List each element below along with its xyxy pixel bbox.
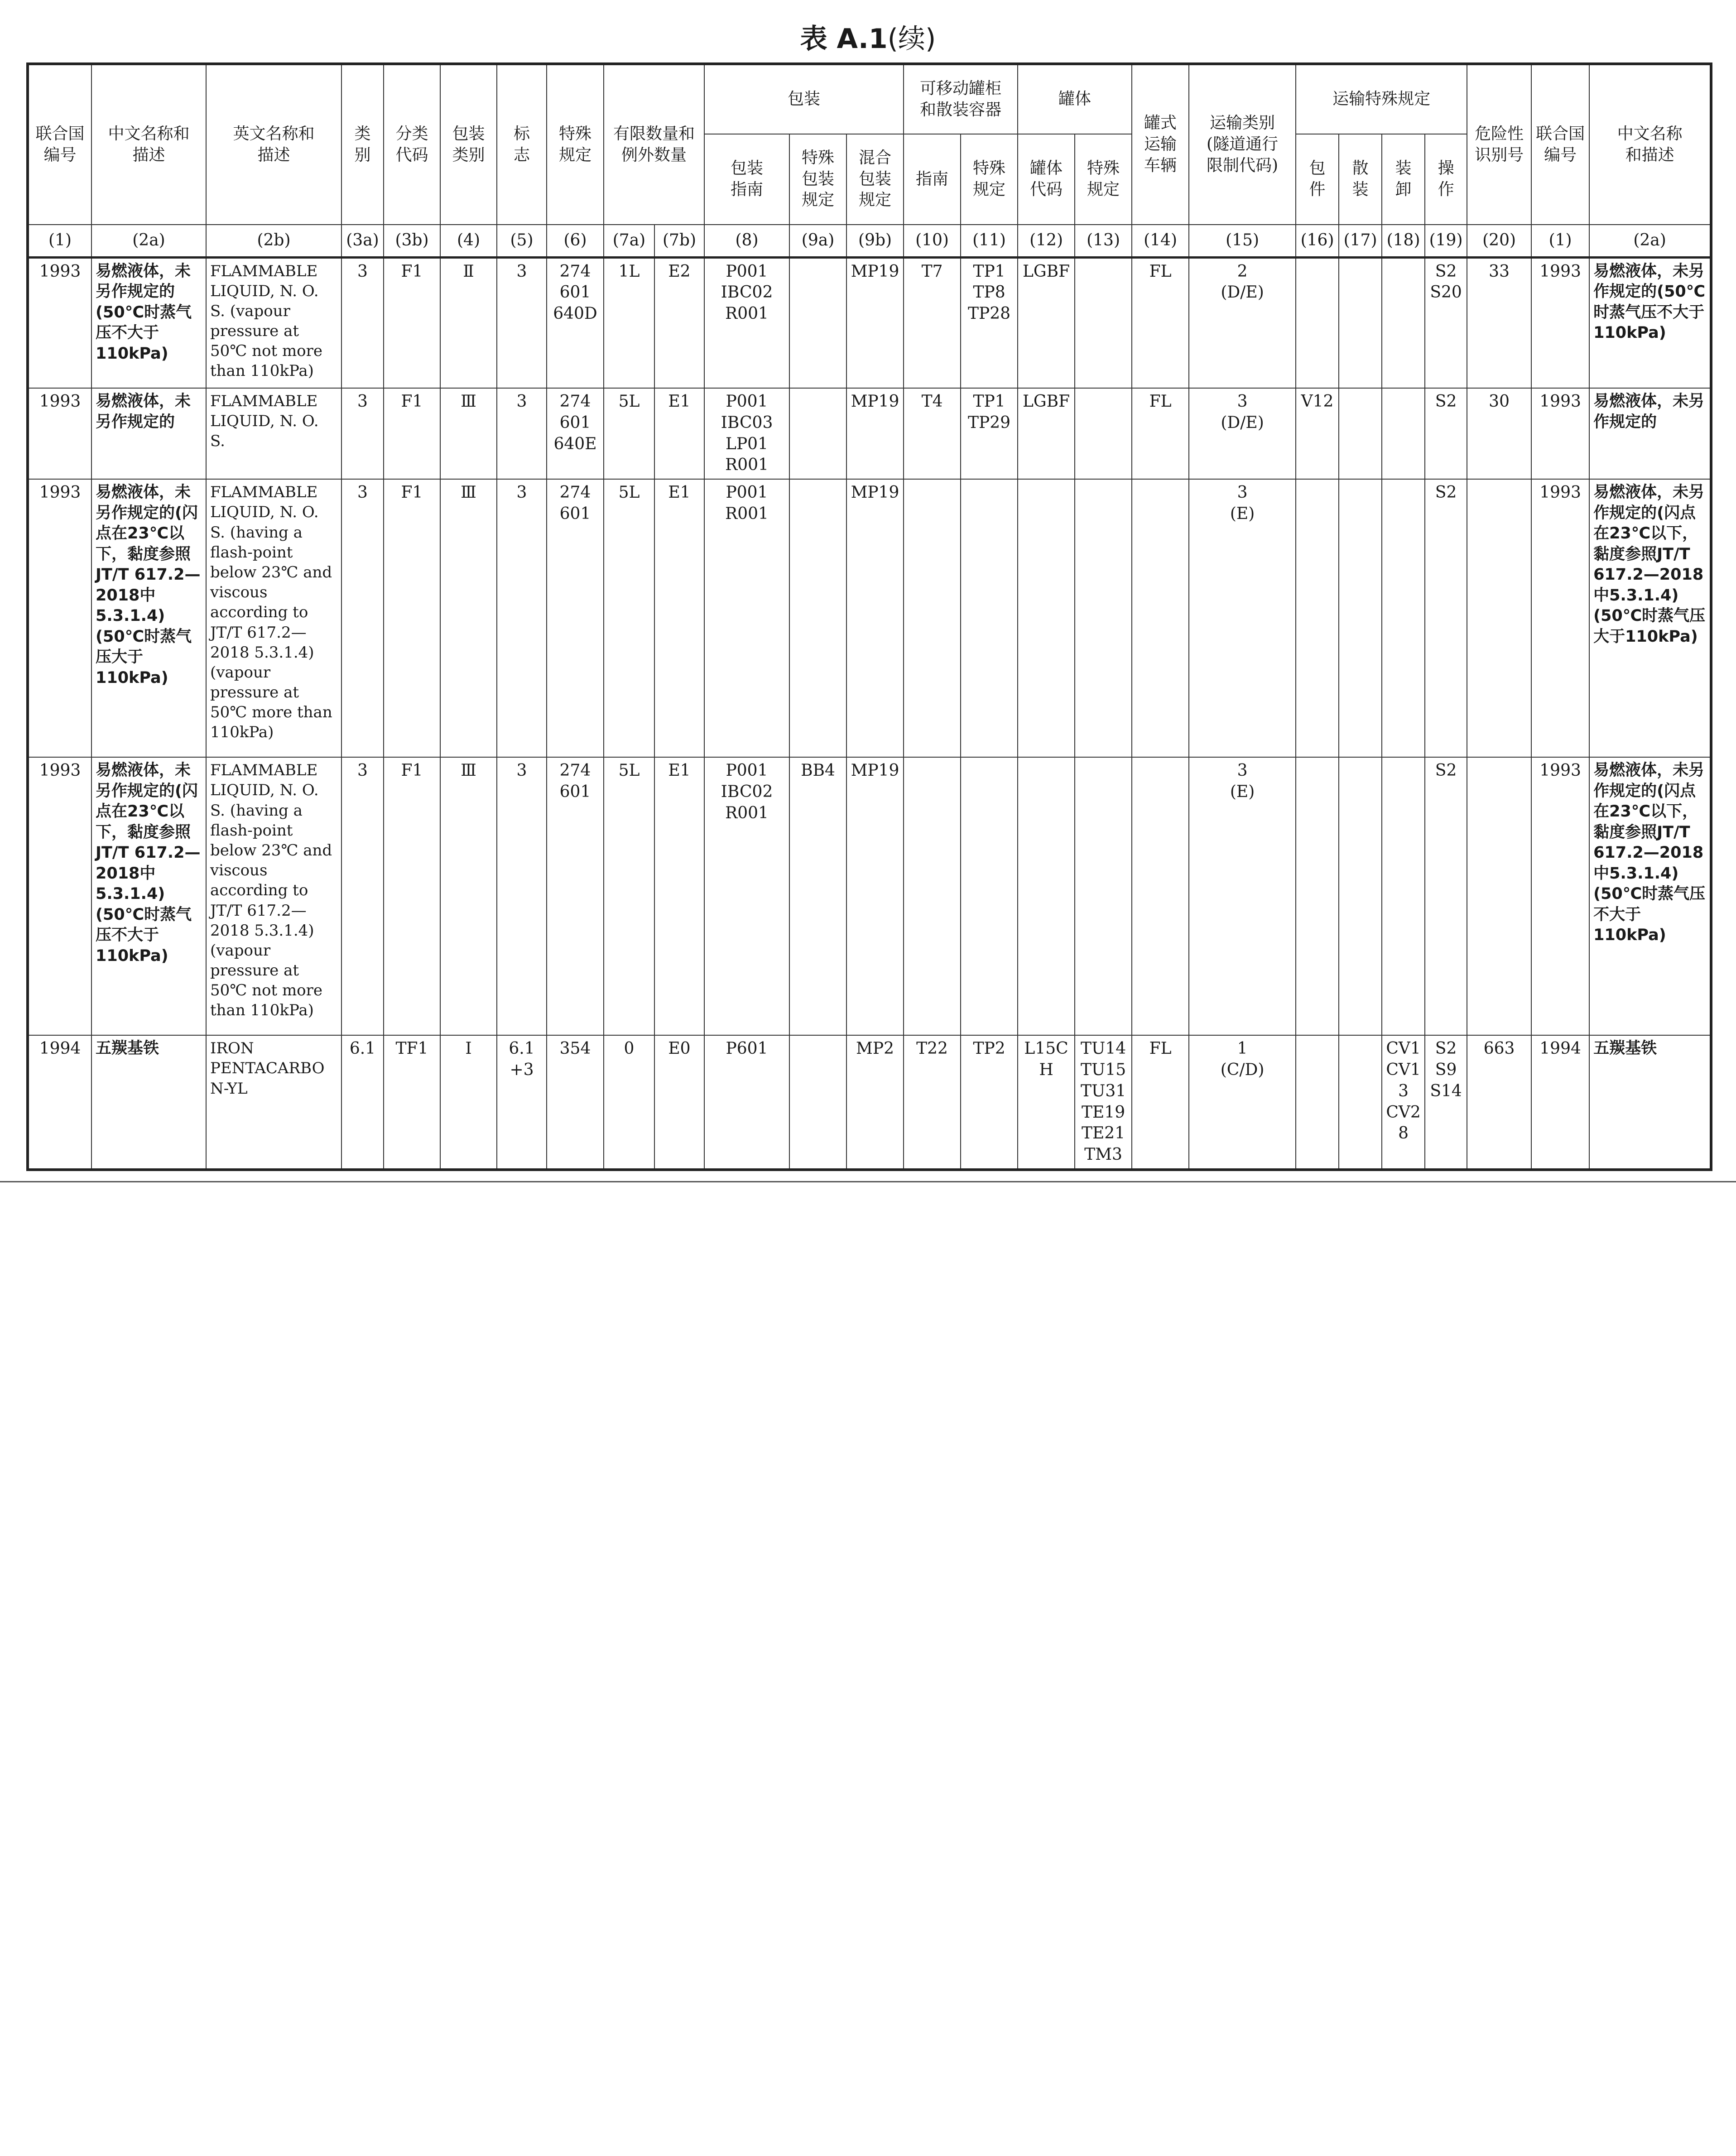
col-num-16: (16) — [1296, 225, 1339, 257]
header-portable-special: 特殊 规定 — [961, 134, 1018, 225]
header-name-en: 英文名称和 描述 — [206, 64, 341, 225]
col-num-13: (13) — [1075, 225, 1132, 257]
col-num-5: (5) — [497, 225, 547, 257]
cell-special-provisions: 274 601 640D — [547, 257, 604, 388]
cell-class: 3 — [341, 388, 384, 479]
cell-pack-mixed: MP19 — [846, 757, 904, 1035]
cell-tank-vehicle: FL — [1132, 388, 1189, 479]
cell-sp-bulk — [1339, 257, 1382, 388]
header-sp-loading: 装 卸 — [1382, 134, 1425, 225]
header-sp-operation: 操 作 — [1425, 134, 1467, 225]
cell-sp-loading — [1382, 479, 1425, 757]
cell-label: 3 — [497, 757, 547, 1035]
cell-tank-vehicle: FL — [1132, 257, 1189, 388]
cell-class: 6.1 — [341, 1035, 384, 1170]
cell-pack-mixed: MP2 — [846, 1035, 904, 1170]
cell-portable-special: TP1 TP29 — [961, 388, 1018, 479]
header-limited-quantities: 有限数量和 例外数量 — [604, 64, 704, 225]
col-num-15: (15) — [1189, 225, 1296, 257]
cell-tank-code — [1018, 757, 1075, 1035]
cell-name-cn: 五羰基铁 — [91, 1035, 206, 1170]
header-packing-group: 包装 类别 — [440, 64, 497, 225]
cell-tank-code: L15CH — [1018, 1035, 1075, 1170]
cell-transport-category: 3 (E) — [1189, 479, 1296, 757]
cell-tank-vehicle — [1132, 757, 1189, 1035]
header-special-provisions: 特殊 规定 — [547, 64, 604, 225]
col-num-7b: (7b) — [654, 225, 704, 257]
cell-excepted-qty: E1 — [654, 757, 704, 1035]
cell-sp-bulk — [1339, 1035, 1382, 1170]
cell-excepted-qty: E0 — [654, 1035, 704, 1170]
cell-name-cn: 易燃液体，未另作规定的(闪点在23℃以下，黏度参照JT/T 617.2—2018中5.3.1.4)(50℃时蒸气压大于110kPa) — [91, 479, 206, 757]
cell-pack-mixed: MP19 — [846, 388, 904, 479]
col-num-9a: (9a) — [789, 225, 846, 257]
cell-sp-operation: S2 S9 S14 — [1425, 1035, 1467, 1170]
col-num-8: (8) — [704, 225, 789, 257]
cell-sp-bulk — [1339, 479, 1382, 757]
cell-tank-special: TU14 TU15 TU31 TE19 TE21 TM3 — [1075, 1035, 1132, 1170]
cell-name-en: IRON PENTACARBON-YL — [206, 1035, 341, 1170]
cell-sp-loading — [1382, 257, 1425, 388]
cell-transport-category: 3 (D/E) — [1189, 388, 1296, 479]
col-num-14: (14) — [1132, 225, 1189, 257]
cell-special-provisions: 354 — [547, 1035, 604, 1170]
cell-special-provisions: 274 601 — [547, 757, 604, 1035]
cell-label: 3 — [497, 257, 547, 388]
col-num-2a-repeat: (2a) — [1589, 225, 1711, 257]
cell-hazard-id: 663 — [1467, 1035, 1531, 1170]
cell-sp-package — [1296, 479, 1339, 757]
cell-special-provisions: 274 601 — [547, 479, 604, 757]
header-tank-special: 特殊 规定 — [1075, 134, 1132, 225]
table-row — [28, 388, 1711, 479]
col-num-9b: (9b) — [846, 225, 904, 257]
cell-limited-qty: 5L — [604, 479, 654, 757]
cell-transport-category: 3 (E) — [1189, 757, 1296, 1035]
header-un-no-repeat: 联合国 编号 — [1531, 64, 1589, 225]
header-tank-code: 罐体 代码 — [1018, 134, 1075, 225]
cell-tank-special — [1075, 757, 1132, 1035]
cell-sp-operation: S2 — [1425, 479, 1467, 757]
cell-name-cn-repeat: 五羰基铁 — [1589, 1035, 1711, 1170]
table-row — [28, 1035, 1711, 1170]
table-body — [28, 257, 1711, 1170]
cell-sp-operation: S2 — [1425, 757, 1467, 1035]
header-transport-category: 运输类别 (隧道通行 限制代码) — [1189, 64, 1296, 225]
cell-portable-special — [961, 757, 1018, 1035]
cell-portable-instruction: T4 — [904, 388, 961, 479]
cell-name-en: FLAMMABLE LIQUID, N. O. S. (having a flash-point below 23℃ and viscous according to JT/T 617.2—2018 5.3.1.4) (vapour pressure at 50℃ more than 110kPa) — [206, 479, 341, 757]
cell-classification-code: F1 — [384, 388, 440, 479]
cell-name-cn-repeat: 易燃液体，未另作规定的(50℃时蒸气压不大于110kPa) — [1589, 257, 1711, 388]
cell-classification-code: F1 — [384, 257, 440, 388]
header-hazard-id: 危险性 识别号 — [1467, 64, 1531, 225]
cell-hazard-id — [1467, 479, 1531, 757]
cell-un-no-repeat: 1993 — [1531, 257, 1589, 388]
cell-label: 6.1 +3 — [497, 1035, 547, 1170]
col-num-19: (19) — [1425, 225, 1467, 257]
col-num-11: (11) — [961, 225, 1018, 257]
cell-sp-bulk — [1339, 757, 1382, 1035]
col-num-1-repeat: (1) — [1531, 225, 1589, 257]
cell-un-no: 1993 — [28, 479, 91, 757]
header-tank-vehicle: 罐式 运输 车辆 — [1132, 64, 1189, 225]
cell-packing-group: Ⅲ — [440, 388, 497, 479]
cell-tank-special — [1075, 388, 1132, 479]
table-row — [28, 757, 1711, 1035]
cell-tank-special — [1075, 257, 1132, 388]
col-num-12: (12) — [1018, 225, 1075, 257]
cell-limited-qty: 5L — [604, 757, 654, 1035]
header-transport-special-provisions: 运输特殊规定 — [1296, 64, 1467, 134]
cell-un-no: 1993 — [28, 757, 91, 1035]
cell-transport-category: 2 (D/E) — [1189, 257, 1296, 388]
cell-pack-mixed: MP19 — [846, 479, 904, 757]
cell-class: 3 — [341, 257, 384, 388]
cell-packing-group: Ⅲ — [440, 757, 497, 1035]
cell-pack-mixed: MP19 — [846, 257, 904, 388]
header-class: 类 别 — [341, 64, 384, 225]
cell-portable-special: TP2 — [961, 1035, 1018, 1170]
cell-sp-package — [1296, 257, 1339, 388]
col-num-7a: (7a) — [604, 225, 654, 257]
col-num-4: (4) — [440, 225, 497, 257]
cell-un-no-repeat: 1994 — [1531, 1035, 1589, 1170]
cell-sp-bulk — [1339, 388, 1382, 479]
table-row — [28, 257, 1711, 388]
header-classification-code: 分类 代码 — [384, 64, 440, 225]
header-portable-tanks: 可移动罐柜 和散装容器 — [904, 64, 1018, 134]
col-num-1: (1) — [28, 225, 91, 257]
cell-sp-operation: S2 — [1425, 388, 1467, 479]
cell-portable-instruction — [904, 757, 961, 1035]
col-num-17: (17) — [1339, 225, 1382, 257]
cell-portable-special: TP1 TP8 TP28 — [961, 257, 1018, 388]
header-name-cn-repeat: 中文名称 和描述 — [1589, 64, 1711, 225]
cell-portable-instruction: T7 — [904, 257, 961, 388]
col-num-20: (20) — [1467, 225, 1531, 257]
cell-un-no-repeat: 1993 — [1531, 388, 1589, 479]
cell-un-no: 1994 — [28, 1035, 91, 1170]
cell-name-cn-repeat: 易燃液体，未另作规定的(闪点在23℃以下，黏度参照JT/T 617.2—2018中5.3.1.4)(50℃时蒸气压不大于110kPa) — [1589, 757, 1711, 1035]
page-divider — [0, 1181, 1736, 1182]
cell-tank-code: LGBF — [1018, 257, 1075, 388]
table-row — [28, 479, 1711, 757]
cell-classification-code: F1 — [384, 757, 440, 1035]
table-header — [28, 64, 1711, 257]
cell-limited-qty: 1L — [604, 257, 654, 388]
cell-sp-loading: CV1 CV13 CV28 — [1382, 1035, 1425, 1170]
cell-excepted-qty: E1 — [654, 388, 704, 479]
cell-hazard-id: 30 — [1467, 388, 1531, 479]
cell-classification-code: TF1 — [384, 1035, 440, 1170]
cell-un-no-repeat: 1993 — [1531, 757, 1589, 1035]
header-label: 标 志 — [497, 64, 547, 225]
table-title: 表 A.1(续) — [800, 23, 936, 55]
header-portable-instruction: 指南 — [904, 134, 961, 225]
cell-pack-special: BB4 — [789, 757, 846, 1035]
cell-un-no-repeat: 1993 — [1531, 479, 1589, 757]
cell-un-no: 1993 — [28, 257, 91, 388]
cell-name-cn-repeat: 易燃液体，未另作规定的 — [1589, 388, 1711, 479]
cell-name-cn-repeat: 易燃液体，未另作规定的(闪点在23℃以下，黏度参照JT/T 617.2—2018中5.3.1.4)(50℃时蒸气压大于110kPa) — [1589, 479, 1711, 757]
cell-class: 3 — [341, 479, 384, 757]
cell-un-no: 1993 — [28, 388, 91, 479]
cell-tank-vehicle: FL — [1132, 1035, 1189, 1170]
cell-label: 3 — [497, 388, 547, 479]
cell-hazard-id: 33 — [1467, 257, 1531, 388]
cell-sp-loading — [1382, 388, 1425, 479]
cell-limited-qty: 5L — [604, 388, 654, 479]
cell-pack-special — [789, 257, 846, 388]
header-name-cn: 中文名称和 描述 — [91, 64, 206, 225]
cell-excepted-qty: E1 — [654, 479, 704, 757]
cell-pack-special — [789, 1035, 846, 1170]
col-num-3a: (3a) — [341, 225, 384, 257]
col-num-10: (10) — [904, 225, 961, 257]
cell-name-cn: 易燃液体，未另作规定的(50℃时蒸气压不大于110kPa) — [91, 257, 206, 388]
col-num-3b: (3b) — [384, 225, 440, 257]
cell-limited-qty: 0 — [604, 1035, 654, 1170]
cell-pack-instruction: P001 IBC03 LP01 R001 — [704, 388, 789, 479]
cell-portable-instruction — [904, 479, 961, 757]
cell-packing-group: Ⅲ — [440, 479, 497, 757]
header-pack-mixed: 混合 包装 规定 — [846, 134, 904, 225]
cell-transport-category: 1 (C/D) — [1189, 1035, 1296, 1170]
header-sp-package: 包 件 — [1296, 134, 1339, 225]
cell-pack-instruction: P001 IBC02 R001 — [704, 257, 789, 388]
col-num-6: (6) — [547, 225, 604, 257]
cell-tank-special — [1075, 479, 1132, 757]
dangerous-goods-table — [26, 62, 1712, 1171]
col-num-2a: (2a) — [91, 225, 206, 257]
cell-pack-special — [789, 479, 846, 757]
cell-sp-package — [1296, 1035, 1339, 1170]
cell-sp-package: V12 — [1296, 388, 1339, 479]
header-un-no: 联合国 编号 — [28, 64, 91, 225]
header-tank: 罐体 — [1018, 64, 1132, 134]
cell-tank-vehicle — [1132, 479, 1189, 757]
cell-portable-instruction: T22 — [904, 1035, 961, 1170]
cell-class: 3 — [341, 757, 384, 1035]
cell-packing-group: Ⅱ — [440, 257, 497, 388]
cell-special-provisions: 274 601 640E — [547, 388, 604, 479]
cell-excepted-qty: E2 — [654, 257, 704, 388]
cell-pack-special — [789, 388, 846, 479]
cell-sp-package — [1296, 757, 1339, 1035]
cell-sp-loading — [1382, 757, 1425, 1035]
cell-packing-group: I — [440, 1035, 497, 1170]
cell-hazard-id — [1467, 757, 1531, 1035]
cell-tank-code: LGBF — [1018, 388, 1075, 479]
cell-sp-operation: S2 S20 — [1425, 257, 1467, 388]
header-sp-bulk: 散 装 — [1339, 134, 1382, 225]
cell-tank-code — [1018, 479, 1075, 757]
cell-name-en: FLAMMABLE LIQUID, N. O. S. (having a flash-point below 23℃ and viscous according to JT/T 617.2—2018 5.3.1.4) (vapour pressure at 50℃ not more than 110kPa) — [206, 757, 341, 1035]
col-num-2b: (2b) — [206, 225, 341, 257]
cell-name-en: FLAMMABLE LIQUID, N. O. S. — [206, 388, 341, 479]
col-num-18: (18) — [1382, 225, 1425, 257]
cell-name-en: FLAMMABLE LIQUID, N. O. S. (vapour pressure at 50℃ not more than 110kPa) — [206, 257, 341, 388]
cell-name-cn: 易燃液体，未另作规定的 — [91, 388, 206, 479]
cell-portable-special — [961, 479, 1018, 757]
cell-pack-instruction: P001 IBC02 R001 — [704, 757, 789, 1035]
cell-pack-instruction: P001 R001 — [704, 479, 789, 757]
header-pack-instruction: 包装 指南 — [704, 134, 789, 225]
cell-label: 3 — [497, 479, 547, 757]
cell-classification-code: F1 — [384, 479, 440, 757]
cell-name-cn: 易燃液体，未另作规定的(闪点在23℃以下，黏度参照JT/T 617.2—2018中5.3.1.4)(50℃时蒸气压不大于110kPa) — [91, 757, 206, 1035]
cell-pack-instruction: P601 — [704, 1035, 789, 1170]
header-packaging: 包装 — [704, 64, 904, 134]
header-pack-special: 特殊 包装 规定 — [789, 134, 846, 225]
